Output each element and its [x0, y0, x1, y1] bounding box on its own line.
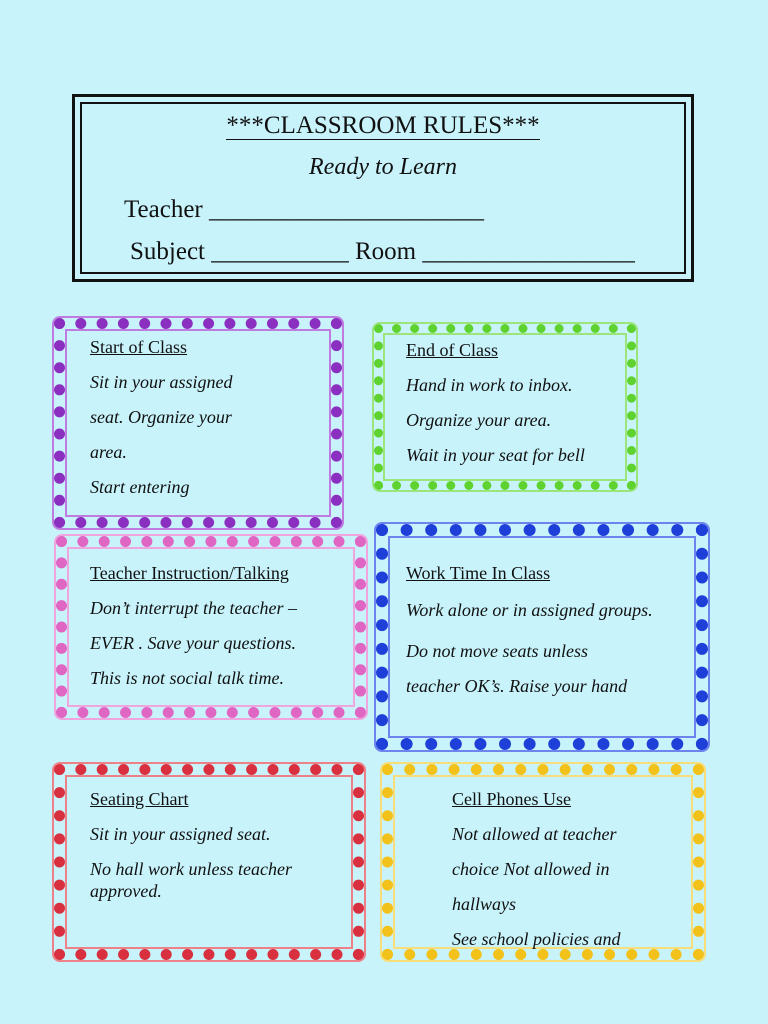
- rule-start-of-class: [54, 318, 342, 528]
- rule-content: [90, 782, 340, 942]
- rule-line: seat. Organize your: [90, 407, 232, 427]
- rule-line: Don’t interrupt the teacher –: [90, 598, 297, 618]
- rule-content: [406, 333, 634, 483]
- header-box: [72, 94, 694, 282]
- rule-line: Work alone or in assigned groups.: [406, 600, 653, 620]
- rule-heading: End of Class: [406, 340, 498, 360]
- rule-content: [406, 556, 676, 736]
- rule-line: EVER . Save your questions.: [90, 633, 296, 653]
- rule-heading: Seating Chart: [90, 789, 189, 809]
- rule-work-time: [376, 524, 708, 750]
- page-subtitle: Ready to Learn: [309, 154, 457, 180]
- page-title: ***CLASSROOM RULES***: [226, 112, 540, 139]
- rule-line: Start entering: [90, 477, 190, 497]
- rule-end-of-class: [374, 324, 636, 490]
- rule-content: [90, 330, 320, 510]
- rule-line: Wait in your seat for bell: [406, 445, 585, 465]
- rule-line: choice Not allowed in: [452, 859, 610, 879]
- rule-line: Hand in work to inbox.: [406, 375, 573, 395]
- rule-line: hallways: [452, 894, 517, 914]
- teacher-line: Teacher ______________________: [124, 196, 484, 223]
- rule-line: area.: [90, 442, 127, 462]
- subject-room-line: Subject ___________ Room _________________: [130, 238, 635, 265]
- rule-heading: Work Time In Class: [406, 563, 551, 583]
- rule-line: No hall work unless teacher approved.: [90, 859, 292, 901]
- rule-line: Not allowed at teacher: [452, 824, 617, 844]
- rule-line: Do not move seats unless: [406, 641, 588, 661]
- rule-seating-chart: [54, 764, 364, 960]
- rule-teacher-instruction: [56, 536, 366, 718]
- rule-heading: Teacher Instruction/Talking: [90, 563, 289, 583]
- rule-heading: Cell Phones Use: [452, 789, 571, 809]
- rule-line: teacher OK’s. Raise your hand: [406, 676, 628, 696]
- rule-heading: Start of Class: [90, 337, 187, 357]
- rule-content: [90, 556, 350, 706]
- rule-line: Sit in your assigned seat.: [90, 824, 271, 844]
- rule-line: Organize your area.: [406, 410, 552, 430]
- rule-line: This is not social talk time.: [90, 668, 285, 688]
- rule-cell-phones: [382, 764, 704, 960]
- rule-line: Sit in your assigned: [90, 372, 233, 392]
- rule-line: See school policies and: [452, 929, 621, 949]
- rule-content: [452, 782, 684, 952]
- header-inner-border: [80, 102, 686, 274]
